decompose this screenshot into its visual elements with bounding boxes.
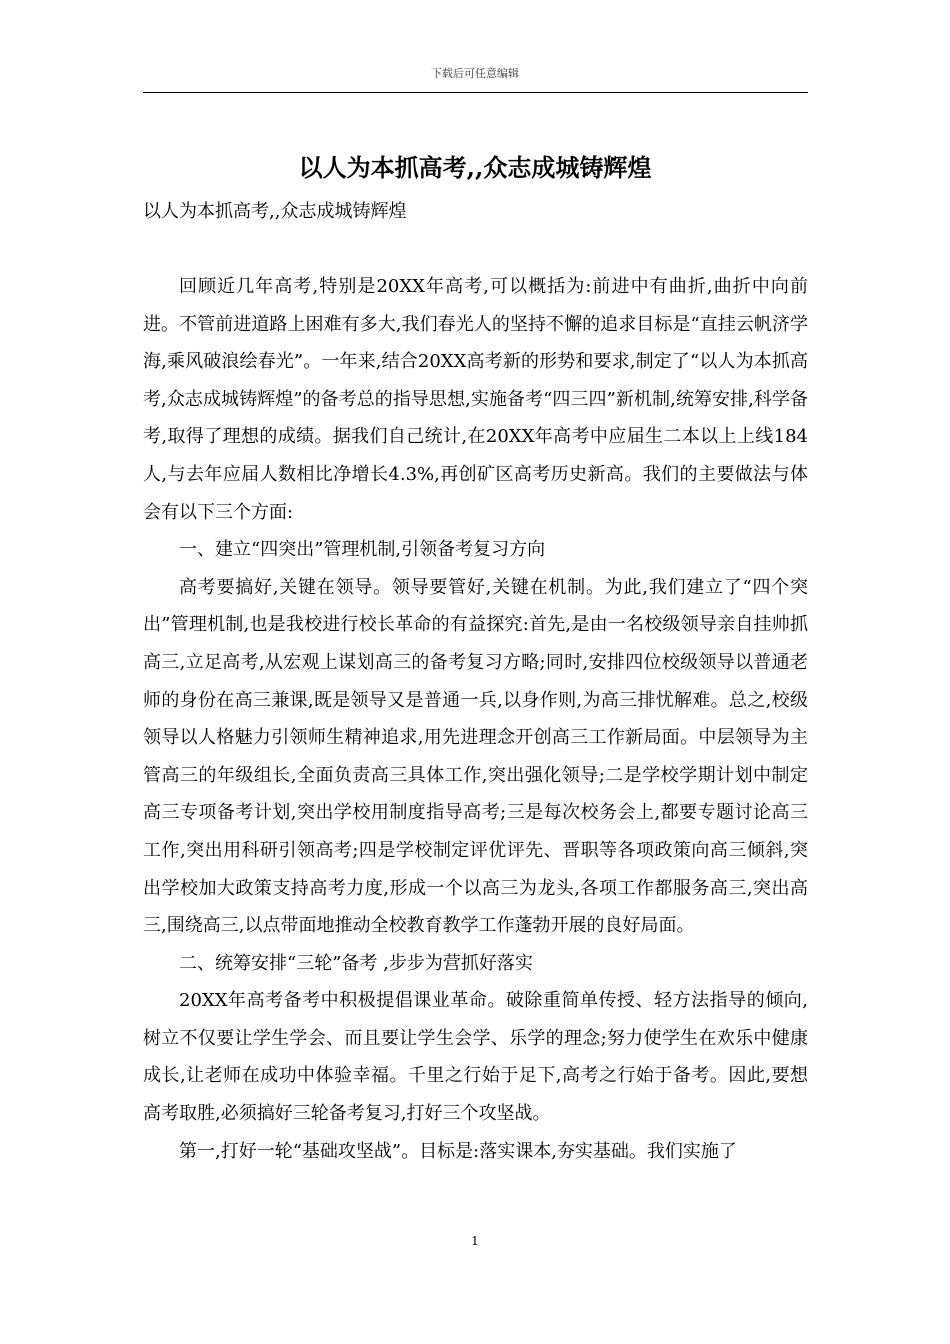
header-divider (143, 92, 808, 93)
paragraph-section-2: 20XX年高考备考中积极提倡课业革命。破除重简单传授、轻方法指导的倾向,树立不仅要让学生学会、而且要让学生会学、乐学的理念;努力使学生在欢乐中健康成长,让老师在成功中体验幸福。千里之行始于足下,高考之行始于备考。因此,要想高考取胜,必须搞好三轮备考复习,打好三个攻坚战。 (143, 990, 808, 1125)
page-number: 1 (471, 1234, 479, 1248)
document-title: 以人为本抓高考,,众志成城铸辉煌 (298, 153, 652, 182)
paragraph-first-round: 第一,打好一轮“基础攻坚战”。目标是:落实课本,夯实基础。我们实施了 (179, 1140, 737, 1162)
section-heading-2: 二、统筹安排“三轮”备考 ,步步为营抓好落实 (179, 952, 533, 974)
document-subtitle: 以人为本抓高考,,众志成城铸辉煌 (143, 201, 407, 222)
section-heading-1: 一、建立“四突出”管理机制,引领备考复习方向 (179, 539, 546, 561)
header-note: 下载后可任意编辑 (431, 67, 519, 80)
paragraph-intro: 回顾近几年高考,特别是20XX年高考,可以概括为:前进中有曲折,曲折中向前进。不管前进道路上困难有多大,我们春光人的坚持不懈的追求目标是“直挂云帆济学海,乘风破浪绘春光”。一年来,结合20XX高考新的形势和要求,制定了“以人为本抓高考,众志成城铸辉煌”的备考总的指导思想,实施备考“四三四”新机制,统筹安排,科学备考,取得了理想的成绩。据我们自己统计,在20XX年高考中应届生二本以上上线184人,与去年应届人数相比净增长4.3%,再创矿区高考历史新高。我们的主要做法与体会有以下三个方面: (143, 276, 808, 523)
paragraph-section-1: 高考要搞好,关键在领导。领导要管好,关键在机制。为此,我们建立了“四个突出”管理机制,也是我校进行校长革命的有益探究:首先,是由一名校级领导亲自挂帅抓高三,立足高考,从宏观上谋划高三的备考复习方略;同时,安排四位校级领导以普通老师的身份在高三兼课,既是领导又是普通一兵,以身作则,为高三排忧解难。总之,校级领导以人格魅力引领师生精神追求,用先进理念开创高三工作新局面。中层领导为主管高三的年级组长,全面负责高三具体工作,突出强化领导;二是学校学期计划中制定高三专项备考计划,突出学校用制度指导高考;三是每次校务会上,都要专题讨论高三工作,突出用科研引领高考;四是学校制定评优评先、晋职等各项政策向高三倾斜,突出学校加大政策支持高考力度,形成一个以高三为龙头,各项工作都服务高三,突出高三,围绕高三,以点带面地推动全校教育教学工作蓬勃开展的良好局面。 (143, 576, 808, 937)
document-body (143, 268, 808, 1170)
